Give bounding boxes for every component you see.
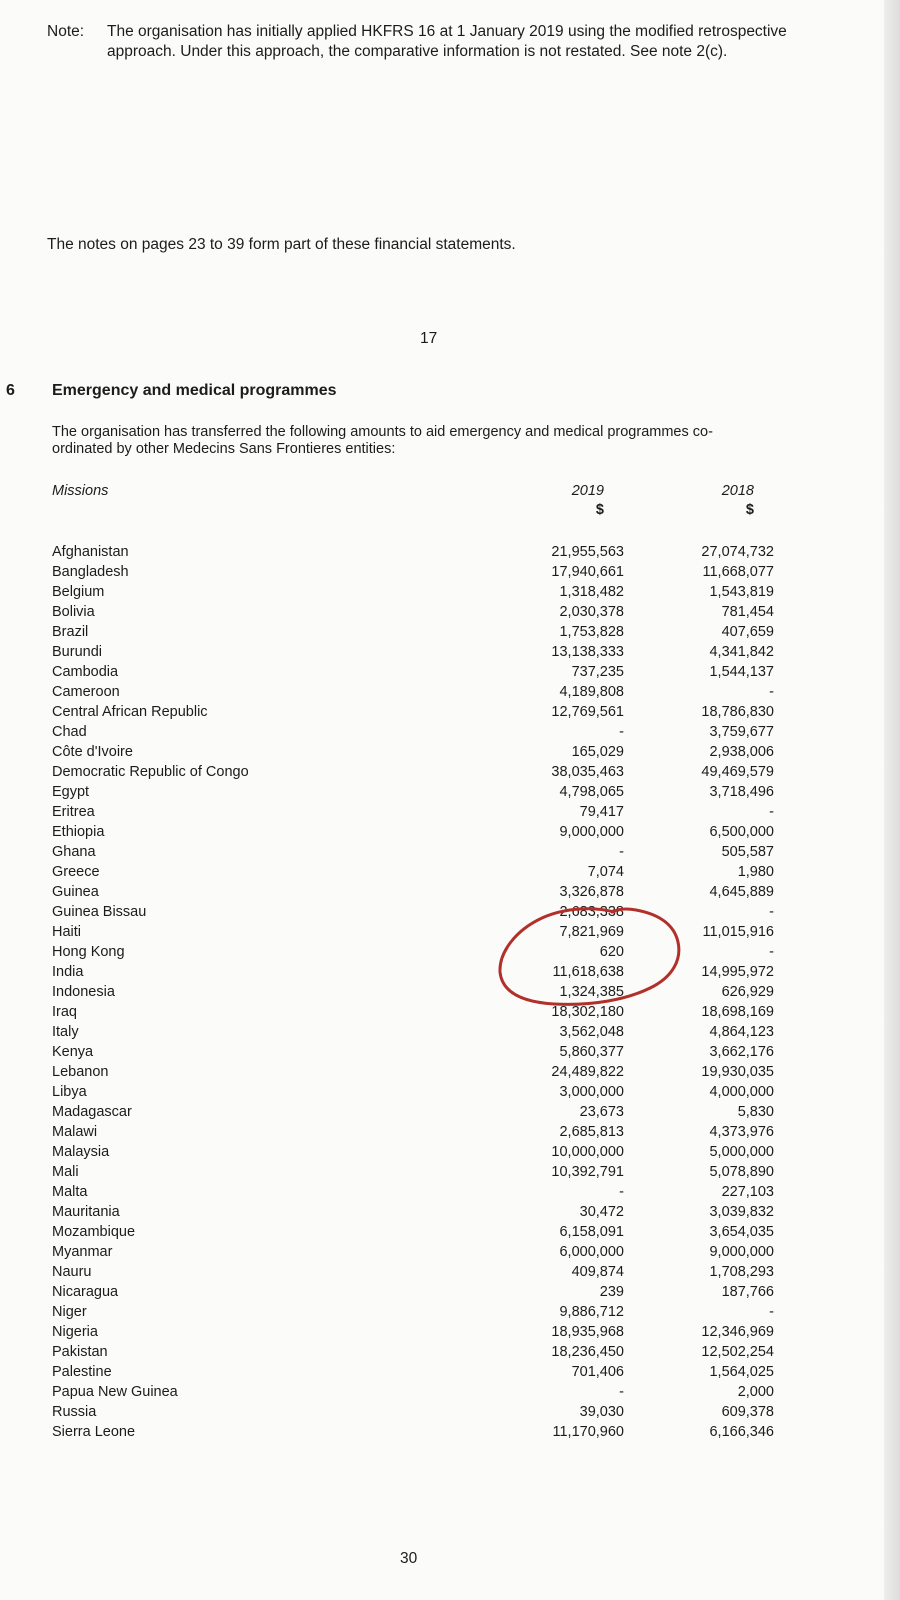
table-row	[52, 1282, 772, 1302]
mission-country: Pakistan	[52, 1344, 108, 1360]
amount-2019: 18,935,968	[551, 1324, 624, 1340]
amount-2018: 6,166,346	[709, 1424, 774, 1440]
mission-country: Malaysia	[52, 1144, 110, 1160]
amount-2019: 23,673	[579, 1104, 624, 1120]
table-row	[52, 662, 772, 682]
mission-country: Madagascar	[52, 1104, 132, 1120]
amount-2018: 11,668,077	[702, 564, 774, 580]
mission-country: Mauritania	[52, 1204, 120, 1220]
mission-country: Burundi	[52, 644, 102, 660]
mission-country: Papua New Guinea	[52, 1384, 178, 1400]
table-row	[52, 1422, 772, 1442]
mission-country: Greece	[52, 864, 100, 880]
mission-country: Nicaragua	[52, 1284, 119, 1300]
mission-country: Guinea Bissau	[52, 904, 147, 920]
amount-2019: -	[619, 844, 624, 860]
amount-2018: 626,929	[721, 984, 774, 1000]
amount-2019: 11,170,960	[552, 1424, 624, 1440]
amount-2019: 6,158,091	[559, 1224, 624, 1240]
amount-2018: 4,373,976	[709, 1124, 774, 1140]
amount-2018: 3,654,035	[709, 1224, 774, 1240]
table-row	[52, 922, 772, 942]
table-row	[52, 782, 772, 802]
amount-2019: 10,000,000	[551, 1144, 624, 1160]
table-row	[52, 1142, 772, 1162]
note-text: The organisation has initially applied HKFRS 16 at 1 January 2019 using the modified retrospective approach. Under this approach, the comparative information is not restated. See note 2(c).	[107, 23, 787, 60]
amount-2019: 3,326,878	[559, 884, 624, 900]
mission-country: Niger	[52, 1304, 87, 1320]
mission-country: Libya	[52, 1084, 87, 1100]
amount-2018: 1,980	[737, 864, 774, 880]
table-row	[52, 562, 772, 582]
note-label: Note:	[47, 23, 85, 40]
section-intro: The organisation has transferred the following amounts to aid emergency and medical programmes co-ordinated by other Medecins Sans Frontieres entities:	[52, 424, 713, 457]
amount-2019: 2,030,378	[559, 604, 624, 620]
mission-country: Russia	[52, 1404, 97, 1420]
currency-2019: $	[595, 502, 604, 518]
amount-2018: 3,759,677	[709, 724, 774, 740]
table-row	[52, 682, 772, 702]
mission-country: Belgium	[52, 584, 105, 600]
table-row	[52, 1082, 772, 1102]
amount-2019: -	[619, 724, 624, 740]
mission-country: Bangladesh	[52, 564, 129, 580]
amount-2019: 30,472	[579, 1204, 624, 1220]
amount-2019: 737,235	[571, 664, 624, 680]
mission-country: Bolivia	[52, 604, 95, 620]
mission-country: Haiti	[52, 924, 82, 940]
mission-country: Ghana	[52, 844, 96, 860]
amount-2018: 12,502,254	[701, 1344, 774, 1360]
amount-2019: 79,417	[579, 804, 624, 820]
mission-country: Nigeria	[52, 1324, 98, 1340]
amount-2019: 6,000,000	[559, 1244, 624, 1260]
table-row	[52, 1382, 772, 1402]
amount-2018: 3,662,176	[709, 1044, 774, 1060]
mission-country: Italy	[52, 1024, 79, 1040]
table-row	[52, 702, 772, 722]
mission-country: Sierra Leone	[52, 1424, 136, 1440]
amount-2018: 4,341,842	[709, 644, 774, 660]
amount-2018: 27,074,732	[701, 544, 774, 560]
mission-country: Palestine	[52, 1364, 112, 1380]
amount-2018: 2,938,006	[709, 744, 774, 760]
table-row	[52, 1042, 772, 1062]
mission-country: Ethiopia	[52, 824, 105, 840]
missions-column-header: Missions	[52, 483, 109, 499]
table-row	[52, 1182, 772, 1202]
amount-2018: 1,543,819	[709, 584, 774, 600]
table-row	[52, 1362, 772, 1382]
year-2018-header: 2018	[721, 483, 754, 499]
section-title: Emergency and medical programmes	[52, 382, 337, 399]
page-number-bottom: 30	[400, 1550, 418, 1567]
mission-country: Mali	[52, 1164, 79, 1180]
amount-2019: 9,886,712	[559, 1304, 624, 1320]
currency-2018: $	[745, 502, 754, 518]
table-row	[52, 742, 772, 762]
amount-2019: 11,618,638	[552, 964, 624, 980]
amount-2018: 781,454	[721, 604, 774, 620]
amount-2018: 14,995,972	[701, 964, 774, 980]
amount-2018: 5,000,000	[709, 1144, 774, 1160]
page-number-top: 17	[420, 330, 438, 347]
mission-country: Eritrea	[52, 804, 95, 820]
table-row	[52, 822, 772, 842]
table-row	[52, 1122, 772, 1142]
table-row	[52, 602, 772, 622]
amount-2019: 1,318,482	[559, 584, 624, 600]
missions-table	[52, 542, 772, 1442]
amount-2019: 17,940,661	[551, 564, 624, 580]
table-row	[52, 1062, 772, 1082]
table-row	[52, 1262, 772, 1282]
amount-2018: 407,659	[721, 624, 774, 640]
amount-2018: 4,000,000	[709, 1084, 774, 1100]
amount-2019: 409,874	[571, 1264, 624, 1280]
table-row	[52, 802, 772, 822]
amount-2019: 24,489,822	[551, 1064, 624, 1080]
mission-country: Côte d'Ivoire	[52, 744, 133, 760]
amount-2019: 10,392,791	[551, 1164, 624, 1180]
mission-country: Kenya	[52, 1044, 94, 1060]
mission-country: Malawi	[52, 1124, 98, 1140]
amount-2019: 1,753,828	[559, 624, 624, 640]
amount-2018: 227,103	[721, 1184, 774, 1200]
note-block	[47, 22, 837, 62]
mission-country: Central African Republic	[52, 704, 208, 720]
table-row	[52, 842, 772, 862]
amount-2018: -	[769, 1304, 774, 1320]
table-row	[52, 882, 772, 902]
amount-2018: 609,378	[721, 1404, 774, 1420]
amount-2018: 19,930,035	[701, 1064, 774, 1080]
mission-country: Malta	[52, 1184, 88, 1200]
amount-2019: 1,324,385	[559, 984, 624, 1000]
amount-2018: -	[769, 944, 774, 960]
amount-2019: 7,074	[587, 864, 624, 880]
amount-2019: 3,562,048	[559, 1024, 624, 1040]
table-row	[52, 1162, 772, 1182]
amount-2018: 2,000	[737, 1384, 774, 1400]
table-row	[52, 1022, 772, 1042]
amount-2019: 2,683,338	[559, 904, 624, 920]
amount-2019: 4,798,065	[559, 784, 624, 800]
amount-2019: 38,035,463	[551, 764, 624, 780]
amount-2018: 1,708,293	[709, 1264, 774, 1280]
notes-pages-statement: The notes on pages 23 to 39 form part of these financial statements.	[47, 236, 516, 253]
amount-2019: 165,029	[571, 744, 624, 760]
section-number: 6	[6, 382, 15, 399]
amount-2019: 39,030	[579, 1404, 624, 1420]
amount-2018: 3,718,496	[709, 784, 774, 800]
table-row	[52, 622, 772, 642]
amount-2018: 4,864,123	[709, 1024, 774, 1040]
table-row	[52, 962, 772, 982]
mission-country: Cameroon	[52, 684, 120, 700]
table-row	[52, 902, 772, 922]
amount-2018: -	[769, 904, 774, 920]
amount-2018: 5,078,890	[709, 1164, 774, 1180]
amount-2019: 18,302,180	[551, 1004, 624, 1020]
mission-country: Nauru	[52, 1264, 92, 1280]
table-row	[52, 1302, 772, 1322]
mission-country: Hong Kong	[52, 944, 125, 960]
amount-2019: 9,000,000	[559, 824, 624, 840]
amount-2018: 5,830	[737, 1104, 774, 1120]
table-row	[52, 762, 772, 782]
paper-edge	[884, 0, 900, 1600]
amount-2018: 187,766	[721, 1284, 774, 1300]
mission-country: Myanmar	[52, 1244, 113, 1260]
table-row	[52, 1002, 772, 1022]
year-2019-header: 2019	[571, 483, 604, 499]
table-row	[52, 1322, 772, 1342]
amount-2018: 9,000,000	[709, 1244, 774, 1260]
table-row	[52, 1402, 772, 1422]
mission-country: Indonesia	[52, 984, 115, 1000]
mission-country: Afghanistan	[52, 544, 129, 560]
amount-2018: 1,564,025	[709, 1364, 774, 1380]
mission-country: Iraq	[52, 1004, 77, 1020]
amount-2019: 701,406	[571, 1364, 624, 1380]
amount-2018: -	[769, 804, 774, 820]
amount-2019: 5,860,377	[559, 1044, 624, 1060]
mission-country: Mozambique	[52, 1224, 136, 1240]
amount-2019: 21,955,563	[551, 544, 624, 560]
mission-country: Chad	[52, 724, 87, 740]
amount-2019: 2,685,813	[559, 1124, 624, 1140]
amount-2019: 4,189,808	[559, 684, 624, 700]
amount-2018: 3,039,832	[709, 1204, 774, 1220]
mission-country: Cambodia	[52, 664, 119, 680]
amount-2018: 4,645,889	[709, 884, 774, 900]
amount-2018: 49,469,579	[701, 764, 774, 780]
amount-2018: 18,698,169	[701, 1004, 774, 1020]
amount-2018: -	[769, 684, 774, 700]
table-row	[52, 722, 772, 742]
amount-2018: 1,544,137	[709, 664, 774, 680]
mission-country: Lebanon	[52, 1064, 109, 1080]
amount-2019: 13,138,333	[551, 644, 624, 660]
mission-country: Brazil	[52, 624, 89, 640]
amount-2019: 18,236,450	[551, 1344, 624, 1360]
amount-2018: 505,587	[721, 844, 774, 860]
amount-2018: 11,015,916	[702, 924, 774, 940]
amount-2019: 7,821,969	[559, 924, 624, 940]
amount-2018: 18,786,830	[701, 704, 774, 720]
mission-country: India	[52, 964, 84, 980]
amount-2018: 6,500,000	[709, 824, 774, 840]
table-row	[52, 542, 772, 562]
mission-country: Egypt	[52, 784, 90, 800]
table-row	[52, 1222, 772, 1242]
mission-country: Guinea	[52, 884, 99, 900]
table-row	[52, 982, 772, 1002]
amount-2019: 12,769,561	[551, 704, 624, 720]
table-row	[52, 862, 772, 882]
table-row	[52, 642, 772, 662]
table-row	[52, 1342, 772, 1362]
table-row	[52, 582, 772, 602]
amount-2019: -	[619, 1384, 624, 1400]
amount-2019: 3,000,000	[559, 1084, 624, 1100]
amount-2018: 12,346,969	[701, 1324, 774, 1340]
amount-2019: -	[619, 1184, 624, 1200]
mission-country: Democratic Republic of Congo	[52, 764, 249, 780]
table-row	[52, 1242, 772, 1262]
table-row	[52, 1202, 772, 1222]
table-row	[52, 1102, 772, 1122]
amount-2019: 620	[599, 944, 624, 960]
amount-2019: 239	[599, 1284, 624, 1300]
table-row	[52, 942, 772, 962]
